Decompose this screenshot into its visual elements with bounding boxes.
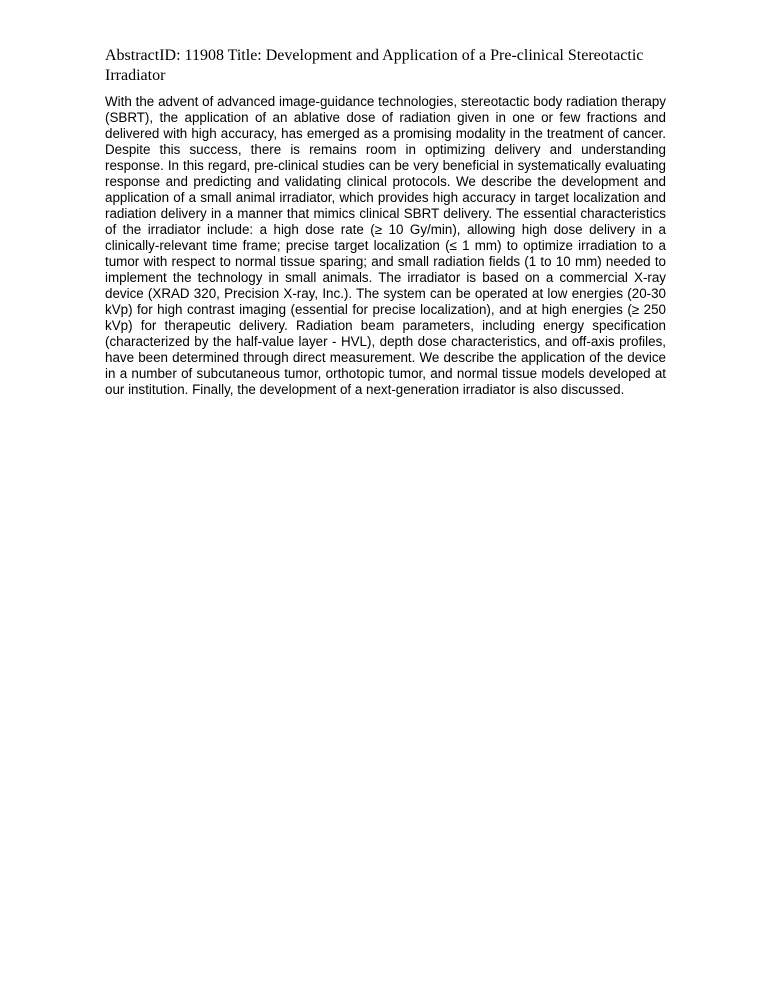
abstract-body: With the advent of advanced image-guidance technologies, stereotactic body radiation therapy (SBRT), the application of an ablative dose of radiation given in one or few fractions and delivered with high accuracy, has emerged as a promising modality in the treatment of cancer. Despite this success, there is remains room in optimizing delivery and understanding response. In this regard, pre-clinical studies can be very beneficial in systematically evaluating response and predicting and validating clinical protocols. We describe the development and application of a small animal irradiator, which provides high accuracy in target localization and radiation delivery in a manner that mimics clinical SBRT delivery. The essential characteristics of the irradiator include: a high dose rate (≥ 10 Gy/min), allowing high dose delivery in a clinically-relevant time frame; precise target localization (≤ 1 mm) to optimize irradiation to a tumor with respect to normal tissue sparing; and small radiation fields (1 to 10 mm) needed to implement the technology in small animals. The irradiator is based on a commercial X-ray device (XRAD 320, Precision X-ray, Inc.). The system can be operated at low energies (20-30 kVp) for high contrast imaging (essential for precise localization), and at high energies (≥ 250 kVp) for therapeutic delivery. Radiation beam parameters, including energy specification (characterized by the half-value layer - HVL), depth dose characteristics, and off-axis profiles, have been determined through direct measurement. We describe the application of the device in a number of subcutaneous tumor, orthotopic tumor, and normal tissue models developed at our institution. Finally, the development of a next-generation irradiator is also discussed. (105, 94, 666, 397)
abstract-title: AbstractID: 11908 Title: Development and Application of a Pre-clinical Stereotactic Irradiator (105, 47, 644, 84)
